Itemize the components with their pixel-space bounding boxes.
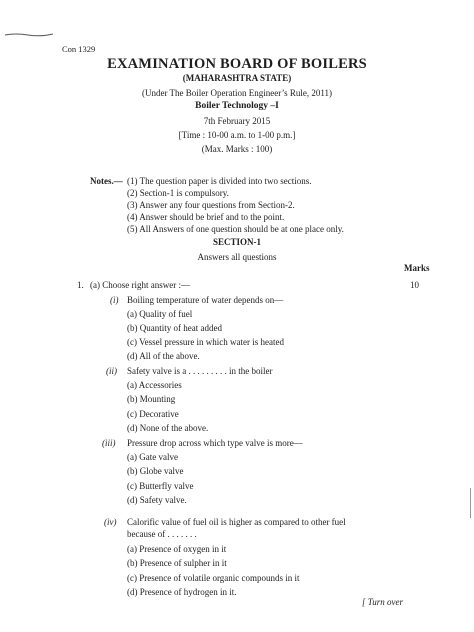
answer-option: (c) Presence of volatile organic compounds in it bbox=[127, 573, 300, 583]
note-item: (1) The question paper is divided into two sections. bbox=[127, 176, 312, 186]
answer-option: (a) Gate valve bbox=[127, 452, 178, 462]
notes-heading: Notes.— bbox=[90, 176, 123, 186]
rule-reference: (Under The Boiler Operation Engineer’s Rule, 2011) bbox=[141, 88, 333, 98]
answer-option: (a) Accessories bbox=[127, 380, 182, 390]
section-subtitle: Answers all questions bbox=[197, 252, 277, 262]
answer-option: (b) Globe valve bbox=[127, 466, 184, 476]
answer-option: (d) All of the above. bbox=[127, 351, 200, 361]
sub-question-text: Safety valve is a . . . . . . . . . in the boiler bbox=[127, 366, 273, 376]
question-number: 1. bbox=[77, 280, 84, 290]
answer-option: (d) None of the above. bbox=[127, 423, 209, 433]
note-item: (3) Answer any four questions from Section-2. bbox=[127, 200, 295, 210]
answer-option: (a) Presence of oxygen in it bbox=[127, 544, 227, 554]
answer-option: (a) Quality of fuel bbox=[127, 309, 193, 319]
marks-column-label: Marks bbox=[404, 263, 430, 273]
answer-option: (c) Vessel pressure in which water is heated bbox=[127, 337, 285, 347]
subject-title: Boiler Technology –I bbox=[195, 101, 279, 111]
question-marks: 10 bbox=[410, 280, 419, 290]
note-item: (2) Section-1 is compulsory. bbox=[127, 188, 229, 198]
sub-question-number: (i) bbox=[110, 295, 119, 305]
scan-edge-line bbox=[470, 488, 471, 518]
sub-question-text: Calorific value of fuel oil is higher as compared to other fuel bbox=[127, 517, 346, 527]
sub-question-number: (iii) bbox=[102, 438, 116, 448]
answer-option: (d) Safety valve. bbox=[127, 495, 187, 505]
sub-question-number: (iv) bbox=[104, 517, 117, 527]
answer-option: (c) Decorative bbox=[127, 409, 179, 419]
turn-over-text: [ Turn over bbox=[362, 597, 404, 607]
answer-option: (b) Mounting bbox=[127, 394, 176, 404]
exam-board-title: EXAMINATION BOARD OF BOILERS bbox=[107, 56, 367, 72]
sub-question-number: (ii) bbox=[106, 366, 117, 376]
answer-option: (b) Quantity of heat added bbox=[127, 323, 222, 333]
answer-option: (c) Butterfly valve bbox=[127, 481, 194, 491]
sub-question-text: Pressure drop across which type valve is more— bbox=[127, 438, 303, 448]
section-title: SECTION-1 bbox=[212, 237, 261, 247]
state-name: (MAHARASHTRA STATE) bbox=[182, 73, 292, 83]
paper-code: Con 1329 bbox=[62, 44, 96, 54]
max-marks: (Max. Marks : 100) bbox=[201, 144, 273, 154]
question-lead: (a) Choose right answer :— bbox=[90, 280, 190, 290]
pen-mark-scribble bbox=[4, 30, 54, 38]
note-item: (4) Answer should be brief and to the point. bbox=[127, 212, 285, 222]
turn-over-note bbox=[362, 597, 403, 607]
sub-question-text-continued: because of . . . . . . . bbox=[127, 529, 197, 539]
answer-option: (b) Presence of sulpher in it bbox=[127, 558, 227, 568]
exam-date: 7th February 2015 bbox=[203, 116, 271, 126]
sub-question-text: Boiling temperature of water depends on— bbox=[127, 295, 284, 305]
exam-time: [Time : 10-00 a.m. to 1-00 p.m.] bbox=[178, 130, 296, 140]
note-item: (5) All Answers of one question should be at one place only. bbox=[127, 224, 344, 234]
answer-option: (d) Presence of hydrogen in it. bbox=[127, 587, 237, 597]
